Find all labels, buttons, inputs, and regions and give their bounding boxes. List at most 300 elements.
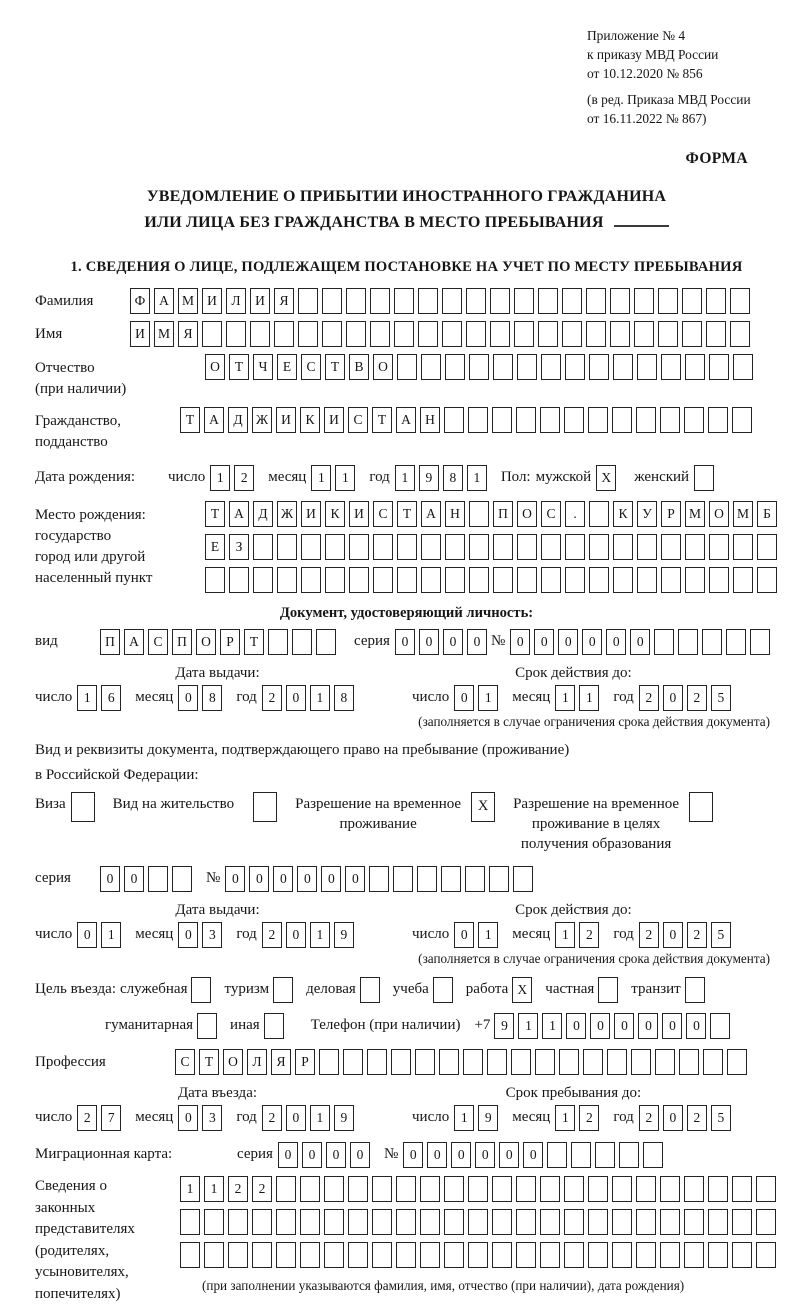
form-cell[interactable] [346,321,366,347]
form-cell[interactable] [709,567,729,593]
form-cell[interactable]: 8 [443,465,463,491]
form-cell[interactable]: С [541,501,561,527]
form-cell[interactable]: 0 [225,866,245,892]
form-cell[interactable] [517,534,537,560]
form-cell[interactable] [373,534,393,560]
form-cell[interactable]: А [421,501,441,527]
form-cell[interactable] [420,1209,440,1235]
form-cell[interactable] [253,534,273,560]
form-cell[interactable] [433,977,453,1003]
form-cell[interactable]: 0 [663,685,683,711]
form-cell[interactable]: Т [205,501,225,527]
form-cell[interactable] [636,1242,656,1268]
form-cell[interactable]: 0 [178,1105,198,1131]
form-cell[interactable] [253,792,277,822]
form-cell[interactable]: Т [325,354,345,380]
form-cell[interactable]: Т [180,407,200,433]
form-cell[interactable]: 0 [273,866,293,892]
form-cell[interactable] [253,567,273,593]
form-cell[interactable] [372,1209,392,1235]
form-cell[interactable] [756,1209,776,1235]
form-cell[interactable] [709,534,729,560]
form-cell[interactable]: 0 [286,1105,306,1131]
form-cell[interactable] [513,866,533,892]
form-cell[interactable]: 2 [687,1105,707,1131]
form-cell[interactable] [517,567,537,593]
form-cell[interactable] [274,321,294,347]
form-cell[interactable]: С [301,354,321,380]
form-cell[interactable]: 9 [478,1105,498,1131]
form-cell[interactable] [469,534,489,560]
form-cell[interactable] [612,1176,632,1202]
form-cell[interactable]: 7 [101,1105,121,1131]
form-cell[interactable]: А [396,407,416,433]
form-cell[interactable]: 1 [77,685,97,711]
form-cell[interactable] [300,1176,320,1202]
form-cell[interactable] [517,354,537,380]
form-cell[interactable] [468,1242,488,1268]
form-cell[interactable] [228,1242,248,1268]
form-cell[interactable] [264,1013,284,1039]
form-cell[interactable]: И [130,321,150,347]
form-cell[interactable]: Т [229,354,249,380]
form-cell[interactable] [348,1209,368,1235]
form-cell[interactable]: 1 [310,685,330,711]
form-cell[interactable] [757,567,777,593]
form-cell[interactable]: 2 [234,465,254,491]
form-cell[interactable] [612,1209,632,1235]
form-cell[interactable] [397,354,417,380]
form-cell[interactable]: Д [253,501,273,527]
form-cell[interactable] [516,407,536,433]
form-cell[interactable]: 1 [542,1013,562,1039]
form-cell[interactable] [706,321,726,347]
form-cell[interactable] [636,1209,656,1235]
form-cell[interactable] [172,866,192,892]
form-cell[interactable] [469,501,489,527]
form-cell[interactable] [191,977,211,1003]
form-cell[interactable] [394,321,414,347]
form-cell[interactable]: Л [226,288,246,314]
form-cell[interactable] [300,1242,320,1268]
form-cell[interactable] [444,1242,464,1268]
form-cell[interactable] [417,866,437,892]
form-cell[interactable] [565,534,585,560]
form-cell[interactable] [492,1209,512,1235]
form-cell[interactable]: М [733,501,753,527]
form-cell[interactable]: . [565,501,585,527]
form-cell[interactable] [367,1049,387,1075]
form-cell[interactable] [276,1176,296,1202]
form-cell[interactable] [324,1209,344,1235]
form-cell[interactable]: 1 [204,1176,224,1202]
form-cell[interactable]: 1 [478,685,498,711]
form-cell[interactable] [226,321,246,347]
form-cell[interactable]: М [178,288,198,314]
form-cell[interactable] [703,1049,723,1075]
form-cell[interactable]: П [100,629,120,655]
form-cell[interactable]: 9 [334,922,354,948]
form-cell[interactable]: 0 [454,922,474,948]
form-cell[interactable] [444,1176,464,1202]
form-cell[interactable] [372,1176,392,1202]
form-cell[interactable] [252,1209,272,1235]
form-cell[interactable] [661,534,681,560]
form-cell[interactable] [588,407,608,433]
form-cell[interactable] [394,288,414,314]
form-cell[interactable]: Ж [252,407,272,433]
form-cell[interactable] [733,534,753,560]
form-cell[interactable] [708,1242,728,1268]
form-cell[interactable] [660,1176,680,1202]
form-cell[interactable] [273,977,293,1003]
form-cell[interactable] [493,567,513,593]
form-cell[interactable] [316,629,336,655]
form-cell[interactable]: 0 [662,1013,682,1039]
form-cell[interactable] [468,1176,488,1202]
form-cell[interactable]: О [517,501,537,527]
form-cell[interactable]: 1 [518,1013,538,1039]
form-cell[interactable]: 0 [582,629,602,655]
form-cell[interactable]: О [373,354,393,380]
form-cell[interactable]: 0 [475,1142,495,1168]
form-cell[interactable]: 1 [311,465,331,491]
form-cell[interactable] [466,288,486,314]
form-cell[interactable] [661,354,681,380]
form-cell[interactable]: А [124,629,144,655]
form-cell[interactable]: 1 [180,1176,200,1202]
form-cell[interactable] [733,354,753,380]
form-cell[interactable] [564,407,584,433]
form-cell[interactable]: 0 [178,922,198,948]
form-cell[interactable] [418,288,438,314]
form-cell[interactable] [516,1209,536,1235]
form-cell[interactable]: М [685,501,705,527]
form-cell[interactable]: К [300,407,320,433]
form-cell[interactable] [540,1176,560,1202]
form-cell[interactable] [463,1049,483,1075]
form-cell[interactable]: 1 [579,685,599,711]
form-cell[interactable]: Ф [130,288,150,314]
form-cell[interactable] [514,321,534,347]
form-cell[interactable]: 0 [451,1142,471,1168]
form-cell[interactable] [370,321,390,347]
form-cell[interactable] [490,288,510,314]
form-cell[interactable] [250,321,270,347]
form-cell[interactable] [685,354,705,380]
form-cell[interactable] [445,354,465,380]
form-cell[interactable]: 9 [494,1013,514,1039]
form-cell[interactable] [468,1209,488,1235]
form-cell[interactable] [487,1049,507,1075]
form-cell[interactable] [637,534,657,560]
form-cell[interactable] [589,354,609,380]
form-cell[interactable] [541,567,561,593]
form-cell[interactable]: Я [178,321,198,347]
form-cell[interactable] [492,407,512,433]
form-cell[interactable] [564,1176,584,1202]
form-cell[interactable] [732,1209,752,1235]
form-cell[interactable]: О [223,1049,243,1075]
form-cell[interactable] [343,1049,363,1075]
form-cell[interactable]: О [196,629,216,655]
form-cell[interactable]: 2 [687,685,707,711]
form-cell[interactable] [421,354,441,380]
form-cell[interactable]: С [148,629,168,655]
form-cell[interactable] [514,288,534,314]
form-cell[interactable] [727,1049,747,1075]
form-cell[interactable]: 0 [345,866,365,892]
form-cell[interactable]: 2 [639,1105,659,1131]
form-cell[interactable]: 2 [579,922,599,948]
form-cell[interactable]: А [204,407,224,433]
form-cell[interactable] [598,977,618,1003]
form-cell[interactable]: 0 [510,629,530,655]
form-cell[interactable]: 0 [403,1142,423,1168]
form-cell[interactable] [277,567,297,593]
form-cell[interactable] [588,1176,608,1202]
form-cell[interactable]: 2 [77,1105,97,1131]
form-cell[interactable] [300,1209,320,1235]
form-cell[interactable] [252,1242,272,1268]
form-cell[interactable] [360,977,380,1003]
form-cell[interactable]: 0 [523,1142,543,1168]
form-cell[interactable] [469,354,489,380]
form-cell[interactable] [396,1176,416,1202]
form-cell[interactable] [516,1242,536,1268]
form-cell[interactable]: Н [420,407,440,433]
form-cell[interactable] [631,1049,651,1075]
form-cell[interactable] [205,567,225,593]
form-cell[interactable] [732,1242,752,1268]
form-cell[interactable] [682,321,702,347]
form-cell[interactable]: З [229,534,249,560]
form-cell[interactable] [372,1242,392,1268]
form-cell[interactable]: И [301,501,321,527]
form-cell[interactable] [685,567,705,593]
form-cell[interactable] [397,567,417,593]
form-cell[interactable]: В [349,354,369,380]
form-cell[interactable] [586,288,606,314]
form-cell[interactable]: 9 [419,465,439,491]
form-cell[interactable] [301,567,321,593]
form-cell[interactable]: 0 [326,1142,346,1168]
form-cell[interactable] [547,1142,567,1168]
form-cell[interactable] [660,407,680,433]
form-cell[interactable] [571,1142,591,1168]
form-cell[interactable] [750,629,770,655]
form-cell[interactable]: 0 [467,629,487,655]
form-cell[interactable]: X [471,792,495,822]
form-cell[interactable] [660,1242,680,1268]
form-cell[interactable]: 0 [395,629,415,655]
form-cell[interactable] [685,977,705,1003]
form-cell[interactable]: Л [247,1049,267,1075]
form-cell[interactable]: 2 [262,1105,282,1131]
form-cell[interactable]: 1 [454,1105,474,1131]
form-cell[interactable]: М [154,321,174,347]
form-cell[interactable] [516,1176,536,1202]
form-cell[interactable] [708,407,728,433]
form-cell[interactable] [708,1209,728,1235]
form-cell[interactable] [660,1209,680,1235]
form-cell[interactable]: 0 [443,629,463,655]
form-cell[interactable]: С [175,1049,195,1075]
form-cell[interactable] [469,567,489,593]
form-cell[interactable] [540,1209,560,1235]
form-cell[interactable] [397,534,417,560]
form-cell[interactable]: 0 [590,1013,610,1039]
form-cell[interactable] [228,1209,248,1235]
form-cell[interactable] [612,1242,632,1268]
form-cell[interactable] [204,1242,224,1268]
form-cell[interactable] [511,1049,531,1075]
form-cell[interactable]: 0 [427,1142,447,1168]
form-cell[interactable]: 0 [638,1013,658,1039]
form-cell[interactable] [733,567,753,593]
form-cell[interactable] [391,1049,411,1075]
form-cell[interactable] [493,534,513,560]
form-cell[interactable]: 2 [262,685,282,711]
form-cell[interactable] [468,407,488,433]
form-cell[interactable]: У [637,501,657,527]
form-cell[interactable] [610,321,630,347]
form-cell[interactable]: 0 [419,629,439,655]
form-cell[interactable] [730,321,750,347]
form-cell[interactable] [658,288,678,314]
form-cell[interactable] [325,534,345,560]
form-cell[interactable] [619,1142,639,1168]
form-cell[interactable] [684,1242,704,1268]
form-cell[interactable]: 0 [566,1013,586,1039]
form-cell[interactable] [298,288,318,314]
form-cell[interactable] [589,534,609,560]
form-cell[interactable]: 0 [663,922,683,948]
form-cell[interactable] [439,1049,459,1075]
form-cell[interactable] [420,1242,440,1268]
form-cell[interactable] [565,567,585,593]
form-cell[interactable] [732,1176,752,1202]
form-cell[interactable]: Е [205,534,225,560]
form-cell[interactable] [726,629,746,655]
form-cell[interactable] [319,1049,339,1075]
form-cell[interactable]: Т [372,407,392,433]
form-cell[interactable] [612,407,632,433]
form-cell[interactable] [636,1176,656,1202]
form-cell[interactable] [562,288,582,314]
form-cell[interactable]: О [205,354,225,380]
form-cell[interactable]: 0 [302,1142,322,1168]
form-cell[interactable]: Б [757,501,777,527]
form-cell[interactable] [637,354,657,380]
form-cell[interactable] [610,288,630,314]
form-cell[interactable] [322,321,342,347]
form-cell[interactable] [396,1209,416,1235]
form-cell[interactable] [678,629,698,655]
form-cell[interactable] [370,288,390,314]
form-cell[interactable]: 8 [334,685,354,711]
form-cell[interactable] [276,1242,296,1268]
form-cell[interactable]: 0 [558,629,578,655]
form-cell[interactable] [346,288,366,314]
form-cell[interactable] [634,321,654,347]
form-cell[interactable]: 2 [687,922,707,948]
form-cell[interactable] [180,1242,200,1268]
form-cell[interactable]: 2 [639,685,659,711]
form-cell[interactable]: 1 [467,465,487,491]
form-cell[interactable] [565,354,585,380]
form-cell[interactable] [418,321,438,347]
form-cell[interactable] [444,1209,464,1235]
form-cell[interactable] [324,1176,344,1202]
form-cell[interactable] [349,534,369,560]
form-cell[interactable] [444,407,464,433]
form-cell[interactable] [301,534,321,560]
form-cell[interactable] [756,1176,776,1202]
form-cell[interactable]: П [172,629,192,655]
form-cell[interactable] [559,1049,579,1075]
form-cell[interactable]: 2 [639,922,659,948]
form-cell[interactable]: 1 [555,1105,575,1131]
form-cell[interactable]: О [709,501,729,527]
form-cell[interactable] [535,1049,555,1075]
form-cell[interactable] [689,792,713,822]
form-cell[interactable]: Я [274,288,294,314]
form-cell[interactable] [613,567,633,593]
form-cell[interactable]: 0 [278,1142,298,1168]
form-cell[interactable] [708,1176,728,1202]
form-cell[interactable] [658,321,678,347]
form-cell[interactable]: 2 [252,1176,272,1202]
form-cell[interactable]: 1 [555,922,575,948]
form-cell[interactable] [541,354,561,380]
form-cell[interactable]: 0 [124,866,144,892]
form-cell[interactable]: 0 [100,866,120,892]
form-cell[interactable]: 0 [534,629,554,655]
form-cell[interactable]: 3 [202,1105,222,1131]
form-cell[interactable]: Р [295,1049,315,1075]
form-cell[interactable] [607,1049,627,1075]
form-cell[interactable] [682,288,702,314]
form-cell[interactable]: 0 [606,629,626,655]
form-cell[interactable] [421,534,441,560]
form-cell[interactable] [588,1242,608,1268]
form-cell[interactable] [442,288,462,314]
form-cell[interactable]: Е [277,354,297,380]
form-cell[interactable] [348,1176,368,1202]
form-cell[interactable] [276,1209,296,1235]
form-cell[interactable]: 2 [262,922,282,948]
form-cell[interactable] [636,407,656,433]
form-cell[interactable] [492,1242,512,1268]
form-cell[interactable] [540,1242,560,1268]
form-cell[interactable] [324,1242,344,1268]
form-cell[interactable]: 0 [350,1142,370,1168]
form-cell[interactable] [730,288,750,314]
form-cell[interactable] [538,288,558,314]
form-cell[interactable] [466,321,486,347]
form-cell[interactable]: 0 [286,685,306,711]
form-cell[interactable] [562,321,582,347]
form-cell[interactable] [204,1209,224,1235]
form-cell[interactable] [661,567,681,593]
form-cell[interactable] [268,629,288,655]
form-cell[interactable]: П [493,501,513,527]
form-cell[interactable]: К [325,501,345,527]
form-cell[interactable]: Я [271,1049,291,1075]
form-cell[interactable]: 0 [297,866,317,892]
form-cell[interactable]: А [229,501,249,527]
